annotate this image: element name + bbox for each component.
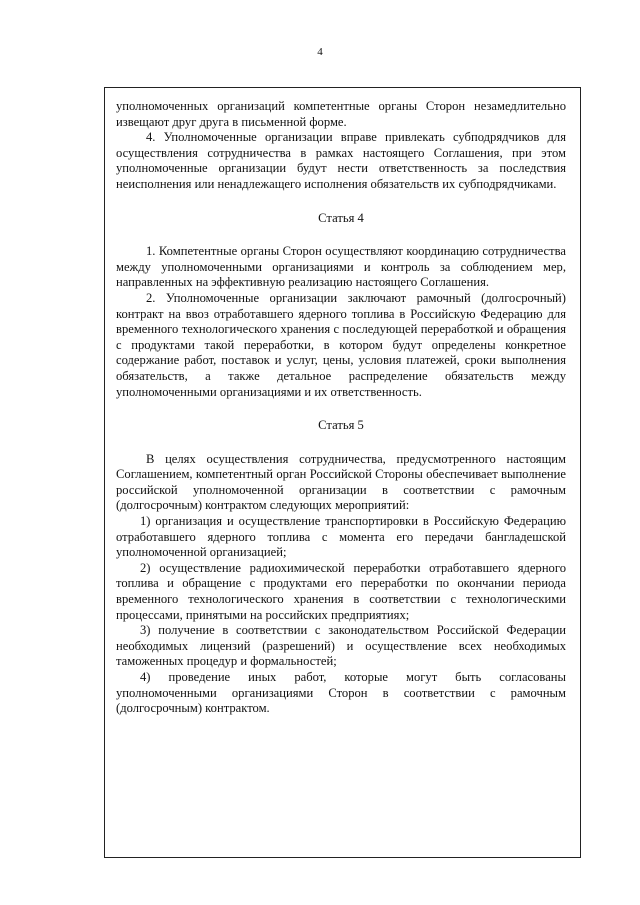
article-4-item-2: 2. Уполномоченные организации заключают рамочный (долгосрочный) контракт на ввоз отработавшего ядерного топлива в Российскую Федерацию для временного технологического хранения с последующей переработкой и обращения с продуктами такой переработки, в котором будут определены конкретное содержание работ, поставок и услуг, цены, условия платежей, сроки выполнения обязательств, а также детальное распределение обязательств между уполномоченными организациями и их ответственность. xyxy=(116,290,566,399)
article-5-intro: В целях осуществления сотрудничества, предусмотренного настоящим Соглашением, компетентный орган Российской Стороны обеспечивает выполнение российской уполномоченной организации в соответствии с рамочным (долгосрочным) контрактом следующих мероприятий: xyxy=(116,451,566,513)
article-4-heading: Статья 4 xyxy=(318,210,364,225)
page-number: 4 xyxy=(317,46,323,58)
article-5-item-4: 4) проведение иных работ, которые могут быть согласованы уполномоченными организациями Сторон в соответствии с рамочным (долгосрочным) контрактом. xyxy=(116,670,566,716)
article-5-item-2: 2) осуществление радиохимической переработки отработавшего ядерного топлива и обращение с продуктами его переработки по окончании периода временного технологического хранения в соответствии с технологическими процессами, принятыми на российских предприятиях; xyxy=(116,560,566,622)
document-body xyxy=(116,99,566,717)
paragraph-item-4: 4. Уполномоченные организации вправе привлекать субподрядчиков для осуществления сотрудничества в рамках настоящего Соглашения, при этом уполномоченные организации будут нести ответственность за последствия неисполнения или ненадлежащего исполнения обязательств их субподрядчиками. xyxy=(116,130,566,191)
article-5-item-3: 3) получение в соответствии с законодательством Российской Федерации необходимых лицензий (разрешений) и осуществление всех необходимых таможенных процедур и формальностей; xyxy=(116,623,566,669)
article-4-item-1: 1. Компетентные органы Сторон осуществляют координацию сотрудничества между уполномоченными организациями и контроль за соблюдением мер, направленных на эффективную реализацию настоящего Соглашения. xyxy=(116,244,566,290)
paragraph-continuation: уполномоченных организаций компетентные органы Сторон незамедлительно извещают друг друга в письменной форме. xyxy=(116,99,566,129)
article-5-heading: Статья 5 xyxy=(318,418,364,433)
article-5-item-1: 1) организация и осуществление транспортировки в Российскую Федерацию отработавшего ядерного топлива с момента его передачи бангладешской уполномоченной организацией; xyxy=(116,514,566,560)
